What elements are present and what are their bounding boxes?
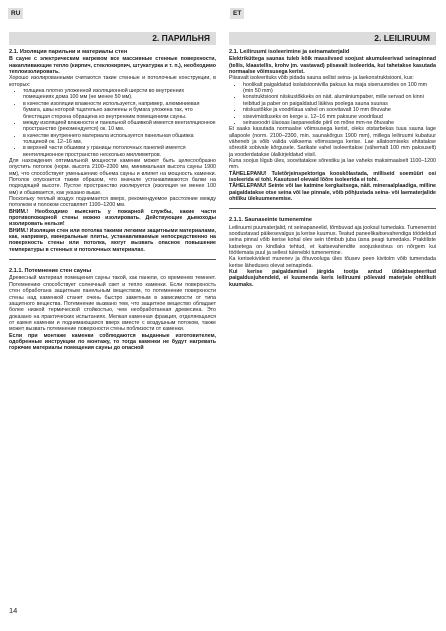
- insulation-list-ru: [9, 88, 216, 158]
- insulation-list-et: [229, 82, 436, 126]
- paragraph-ceiling-et: Et saaks kasutada normaalse võimsusega kerist, oleks otstarbekas tuua sauna lage allapoole (norm. 2100–2300, min. saunakõrgus 1900 mm), millega leiliruumi kubatuur väheneb ja võib valida väiksema võimsusega kerise. Lae allatoomiseks ehitatakse sõrestik sobivale kõrgusele. Sarikate vahel isoleeritakse (vähemalt 100 mm paksuselt) ja vooderdatakse ülalkirjeldatud viisil.: [229, 126, 436, 158]
- russian-column: [9, 32, 216, 352]
- list-item: • в качестве внутреннего материала используется панельная обшивка толщиной ок. 12–16 мм.: [23, 133, 216, 146]
- subsection-title-insulation-et: 2.1. Leiliruumi isoleerimine ja seinamaterjalid: [229, 49, 350, 55]
- page-number: 14: [9, 606, 18, 615]
- list-item: • konstruktsiooni niiskustõkkeks on näit. alumiiniumpaber, mille servad on kinni teibitud ja paber on paigaldatud läikiva poolega sauna suunas: [243, 94, 436, 107]
- paragraph-installation-et: Kui kerise paigaldamisel järgida tootja antud üldaktsepteeritud paigaldusjuhendeid, ei kuumenda keris leiliruumi põlevaid materjale ohtlikult kuumaks.: [229, 269, 436, 288]
- language-tab-ru: RU: [8, 8, 23, 19]
- list-item: • толщина плотно уложенной изоляционной шерсти во внутренних помещениях дома 100 мм (не менее 50 мм).: [23, 88, 216, 101]
- subsection-title-darkening-ru: 2.1.1. Потемнение стен сауны: [9, 268, 92, 275]
- list-item: • seinavoodri ülaosas laepaneelide piiril on mõne mm-ne õhuvahe: [243, 120, 436, 126]
- warning-mineral-boards-ru: ВНИМ.! Изоляция стен или потолка такими легкими защитными материалами, как, например, минеральные плиты, устанавливаемые непосредственно на поверхность стены или потолка, могут вызвать опасное повышение температуры в стенных и потолочных материалах.: [9, 227, 216, 253]
- paragraph-intro-et: Elektriküttega saunas tuleb kõik massiivsed soojust akumuleerivad seinapinnad (tellis, klaastellis, krohv jm. vastavad) piisavalt isoleerida, kui tahetakse kasutada normaalse võimsusega kerist.: [229, 56, 436, 76]
- paragraph-distance-et: Kuna soojus liigub üles, soovitatakse sõrestiku ja lae vaheks maksimaalselt 1100–1200 mm.: [229, 157, 436, 171]
- section-title-ru: 2. ПАРИЛЬНЯ: [9, 32, 216, 45]
- estonian-column: [229, 32, 436, 288]
- list-item: • niiskustõkke ja voodrilaua vahel on soovitavalt 10 mm õhuvahe: [243, 107, 436, 113]
- list-item: • hoolikalt paigaldatud isolatsioonivilla paksus ka maja siseruumides on 100 mm (min 50 mm): [243, 82, 436, 95]
- list-item: • в верхней части обшивки у границы потолочных панелей имеется вентиляционное пространство несколько миллиметров.: [23, 145, 216, 158]
- section-divider-ru: [9, 259, 216, 260]
- language-tab-et: ET: [230, 8, 244, 19]
- section-title-et: 2. LEILIRUUM: [229, 32, 436, 45]
- paragraph-intro-ru: В сауне с электрическим нагревом все массивные стенные поверхности, накапливающие тепло (кирпич, стеклокирпич, штукатурка и т. п.), необходимо теплоизолировать.: [9, 56, 216, 76]
- subsection-title-insulation-ru: 2.1. Изоляция парильни и материалы стен: [9, 49, 128, 55]
- list-item: • sisevimistluseks on kerge u. 12–16 mm paksune voodrilaud: [243, 114, 436, 120]
- list-item: • между изоляцией влажности и панельной обшивкой имеется вентиляционное пространство (рекомендуется) ок. 10 мм.: [23, 120, 216, 133]
- paragraph-well-insulated-ru: Хорошо изолированными считаются такие стенные и потолочные конструкции, в которых:: [9, 75, 216, 88]
- paragraph-well-insulated-et: Piisavalt isoleerituks võib pidada sauna sellist seina- ja laekonstruktsiooni, kus:: [229, 75, 414, 82]
- paragraph-installation-ru: Если при монтаже каменки соблюдаются выданные изготовителем, одобренные инструкции по монтажу, то тогда каменки не будут нагревать горючие материалы помещения сауны до опасной: [9, 332, 216, 352]
- paragraph-distance-ru: Поскольку теплый воздух поднимается вверх, рекомендуемое расстояние между потолком и полоком составляет 1100–1200 мм.: [9, 195, 216, 209]
- subsection-title-darkening-et: 2.1.1. Saunaseinte tumenemine: [229, 217, 313, 224]
- paragraph-stone-dust-et: Ka kerisekividest murenev ja õhuvooluga üles tõusev peen kivitolm võib tumendada kerise läheduses olevat seinapinda.: [229, 256, 436, 269]
- warning-mineral-boards-et: TÄHELEPANU! Seinte või lae katmine kergkaitsega, näit. mineraalplaadiga, milline paigaldatakse otse seina või lae pinnale, võib põhjustada seina- või laematerjalide ohtliku ülekuumenemise.: [229, 183, 436, 202]
- section-divider-et: [229, 208, 436, 209]
- paragraph-darkening-ru: Древесный материал помещения сауны такой, как панели, со временем темнеет. Потемнению способствует солнечный свет и тепло каменки. Если поверхность стен обработана защитным панельным веществом, то потемнение поверхности стены над каменкой станет очень быстро заметным в зависимости от типа защитного вещества. Потемнение вызвано тем, что защитное вещество обладает более низкой термической стойкостью, чем необработанная древесина. Это доказано на практических испытаниях. Мелкая каменная фракция, отделяющаяся от камня каменки и поднимающаяся вверх вместе с воздушным потоком, также может вызвать потемнение поверхности стены поблизости от каменки.: [9, 275, 216, 333]
- paragraph-ceiling-ru: Для нахождения оптимальной мощности каменки может быть целесообразно опустить потолок (норм. высота 2100–2300 мм, минимальная высота сауны 1900 мм), что способствует уменьшению объема сауны и влияет на мощность каменки. Потолок опускается таким образом, что вначале устанавливаются балки на подходящей высоте. Пустое пространство изолируется (изоляция не менее 100 мм) и обшивается, как указано выше.: [9, 157, 216, 196]
- warning-fire-ru: ВНИМ.! Необходимо выяснить у пожарной службы, какие части противопожарной стены можно изолировать. Действующие дымоходы изолировать нельзя!: [9, 208, 216, 228]
- list-item: • в качестве изоляции влажности используется, например, алюминиевая бумага, швы которой тщательно заклеены и бумага уложена так, что блестящая сторона обращена ко внутренним помещениям сауны.: [23, 101, 216, 120]
- paragraph-darkening-et: Leiliruumi puumaterjalid, nt seinapaneelid, tõmbuvad aja jooksul tumedaks. Tumenemist soodustavad päikesevalgus ja kerise kuumus. Teatud paneelikaitsevahendiga töödeldud seina pinnal võib kerise kohal olev sein tõmbub juba üsna peagi tumedaks. Praktiliste katsetega on kindlaks tehtud, et kaitsevahendite soojuskestvus on nõrgem kui töötlemata puul ja sellest tulenebki tumenemine.: [229, 224, 436, 257]
- warning-fire-et: TÄHELEPANU! Tuletõrjeinspektoriga kooskõlastada, milliseid soemüüri osi isoleerida ei tohi. Kasutusel olevaid lõõre isoleerida ei tohi.: [229, 170, 436, 183]
